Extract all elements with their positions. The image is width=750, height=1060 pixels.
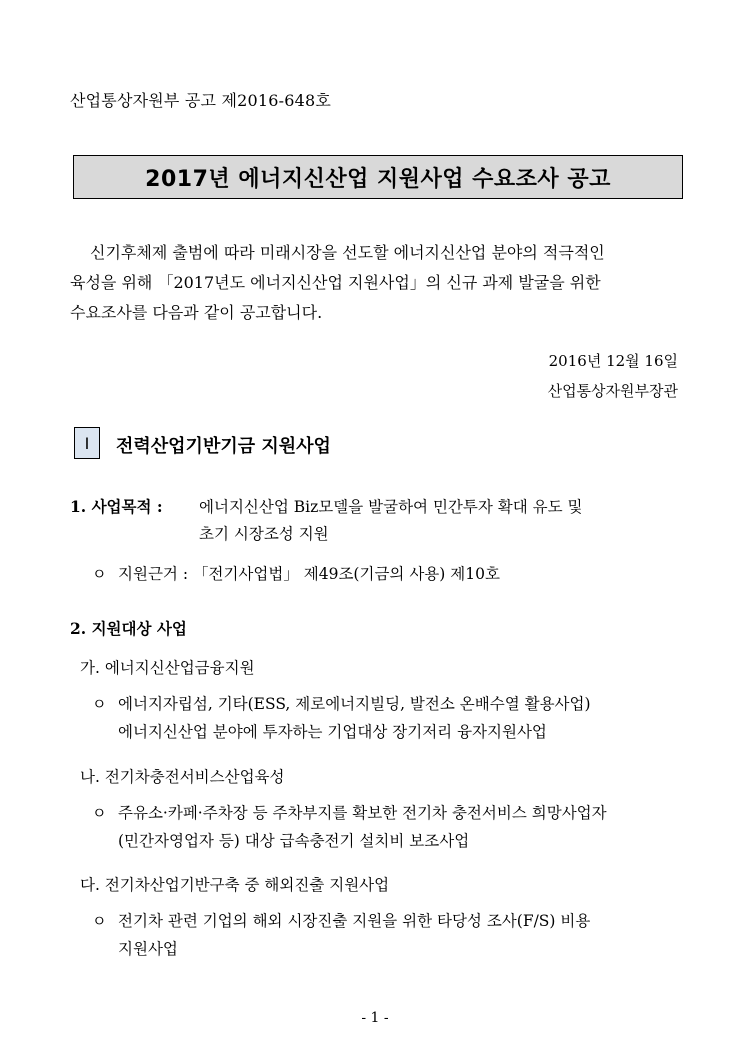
target-detail-a-1: 에너지자립섬, 기타(ESS, 제로에너지빌딩, 발전소 온배수열 활용사업) xyxy=(118,695,591,713)
title-box xyxy=(73,155,683,199)
notice-date: 2016년 12월 16일 xyxy=(548,352,678,370)
target-detail-a-2: 에너지신산업 분야에 투자하는 기업대상 장기저리 융자지원사업 xyxy=(118,723,547,741)
issuer: 산업통상자원부장관 xyxy=(547,382,678,400)
section-title: 전력산업기반기금 지원사업 xyxy=(116,436,331,457)
support-basis: 지원근거 : 「전기사업법」 제49조(기금의 사용) 제10호 xyxy=(118,565,500,583)
target-detail-b-1: 주유소·카페·주차장 등 주차부지를 확보한 전기차 충전서비스 희망사업자 xyxy=(118,804,607,822)
notice-number: 산업통상자원부 공고 제2016-648호 xyxy=(70,91,332,110)
purpose-line-1: 에너지신산업 Biz모델을 발굴하여 민간투자 확대 유도 및 xyxy=(199,498,583,516)
intro-line-1: 신기후체제 출범에 따라 미래시장을 선도할 에너지신산업 분야의 적극적인 xyxy=(90,243,605,262)
target-label-a: 가. 에너지신산업금융지원 xyxy=(80,659,255,677)
section-number: Ⅰ xyxy=(84,433,90,453)
target-detail-c-2: 지원사업 xyxy=(118,940,178,958)
target-detail-c-1: 전기차 관련 기업의 해외 시장진출 지원을 위한 타당성 조사(F/S) 비용 xyxy=(118,912,591,930)
purpose-heading: 1. 사업목적 : xyxy=(70,497,163,516)
target-label-c: 다. 전기차산업기반구축 중 해외진출 지원사업 xyxy=(80,876,390,894)
bullet-icon: ㅇ xyxy=(92,565,107,583)
section-number-box xyxy=(74,427,100,459)
intro-line-2: 육성을 위해 「2017년도 에너지신산업 지원사업」의 신규 과제 발굴을 위한 xyxy=(70,273,601,292)
target-detail-b-2: (민간자영업자 등) 대상 급속충전기 설치비 보조사업 xyxy=(118,832,470,850)
target-label-b: 나. 전기차충전서비스산업육성 xyxy=(80,768,285,786)
intro-line-3: 수요조사를 다음과 같이 공고합니다. xyxy=(70,303,323,322)
document-title: 2017년 에너지신산업 지원사업 수요조사 공고 xyxy=(145,166,611,192)
purpose-line-2: 초기 시장조성 지원 xyxy=(199,525,329,543)
page-number: - 1 - xyxy=(361,1010,389,1026)
bullet-icon: ㅇ xyxy=(92,912,107,930)
bullet-icon: ㅇ xyxy=(92,804,107,822)
bullet-icon: ㅇ xyxy=(92,695,107,713)
targets-heading: 2. 지원대상 사업 xyxy=(70,619,187,638)
